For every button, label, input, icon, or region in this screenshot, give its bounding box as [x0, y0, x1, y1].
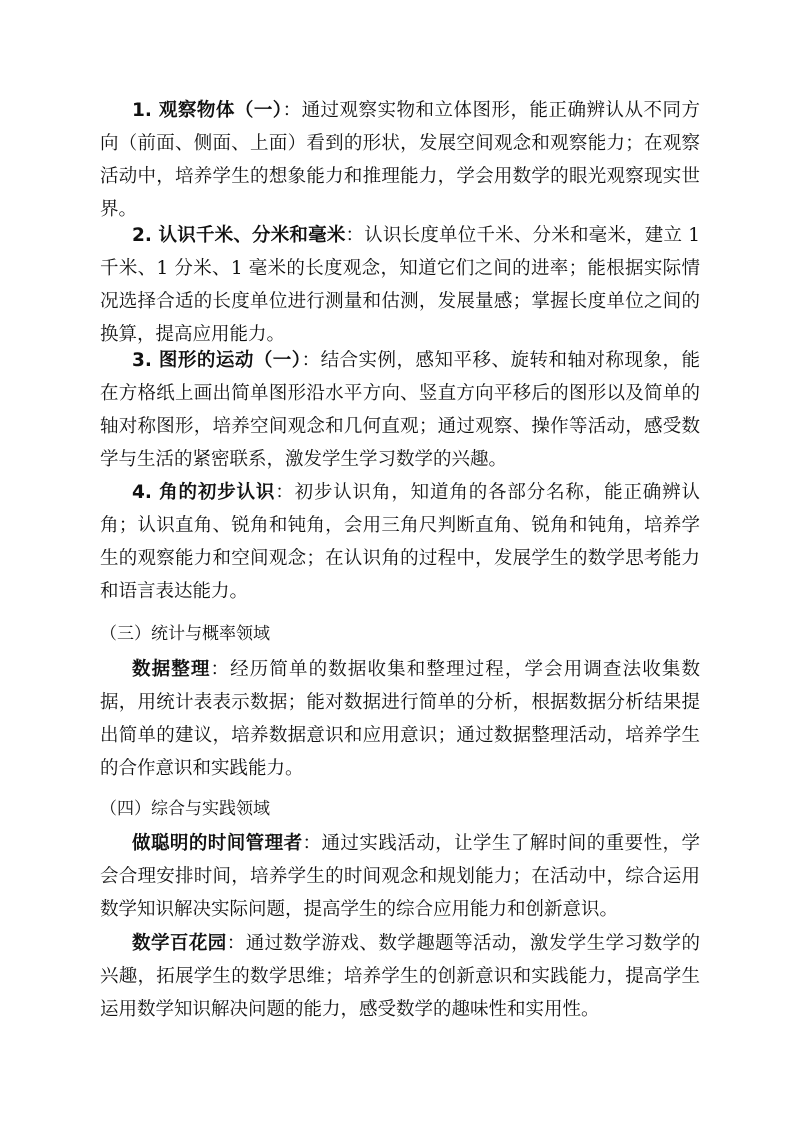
item-heading: 3. 图形的运动（一）: [132, 350, 302, 371]
item-time-manager: [100, 827, 700, 926]
item-separator: ：: [282, 100, 302, 121]
item-data-organization: [100, 653, 700, 785]
item-body: 通过数学游戏、数学趣题等活动，激发学生学习数学的兴趣，拓展学生的数学思维；培养学生的创新意识和实践能力，提高学生运用数学知识解决问题的能力，感受数学的趣味性和实用性。: [100, 933, 700, 1020]
item-body: 初步认识角，知道角的各部分名称，能正确辨认角；认识直角、锐角和钝角，会用三角尺判断直角、锐角和钝角，培养学生的观察能力和空间观念；在认识角的过程中，发展学生的数学思考能力和语言表达能力。: [100, 482, 700, 602]
item-heading: 1. 观察物体（一）: [132, 100, 283, 121]
item-heading: 2. 认识千米、分米和毫米: [132, 225, 346, 246]
item-body: 经历简单的数据收集和整理过程，学会用调查法收集数据，用统计表表示数据；能对数据进行简单的分析，根据数据分析结果提出简单的建议，培养数据意识和应用意识；通过数据整理活动，培养学生的合作意识和实践能力。: [100, 659, 700, 779]
section-statistics-title: （三）统计与概率领域: [100, 624, 270, 644]
section-practice-title: （四）综合与实践领域: [100, 799, 270, 819]
item-heading: 做聪明的时间管理者: [132, 833, 303, 854]
item-separator: ：: [275, 482, 295, 503]
item-heading: 4. 角的初步认识: [132, 482, 276, 503]
item-heading: 数学百花园: [132, 933, 227, 954]
item-length-units: [100, 219, 700, 351]
item-separator: ：: [345, 225, 365, 246]
item-body: 结合实例，感知平移、旋转和轴对称现象，能在方格纸上画出简单图形沿水平方向、竖直方向平移后的图形以及简单的轴对称图形，培养空间观念和几何直观；通过观察、操作等活动，感受数学与生活的紧密联系，激发学生学习数学的兴趣。: [100, 350, 700, 470]
item-separator: ：: [301, 350, 321, 371]
item-math-garden: [100, 927, 700, 1026]
item-separator: ：: [210, 659, 231, 680]
item-body: 认识长度单位千米、分米和毫米，建立 1 千米、1 分米、1 毫米的长度观念，知道它们之间的进率；能根据实际情况选择合适的长度单位进行测量和估测，发展量感；掌握长度单位之间的换算，提高应用能力。: [100, 225, 700, 345]
item-body: 通过实践活动，让学生了解时间的重要性，学会合理安排时间，培养学生的时间观念和规划能力；在活动中，综合运用数学知识解决实际问题，提高学生的综合应用能力和创新意识。: [100, 833, 700, 920]
item-body: 通过观察实物和立体图形，能正确辨认从不同方向（前面、侧面、上面）看到的形状，发展空间观念和观察能力；在观察活动中，培养学生的想象能力和推理能力，学会用数学的眼光观察现实世界。: [100, 100, 700, 220]
item-shape-motion: [100, 344, 700, 476]
item-heading: 数据整理: [132, 659, 211, 680]
item-observe-objects: [100, 94, 700, 226]
item-separator: ：: [302, 833, 322, 854]
item-separator: ：: [226, 933, 246, 954]
item-angles: [100, 476, 700, 608]
